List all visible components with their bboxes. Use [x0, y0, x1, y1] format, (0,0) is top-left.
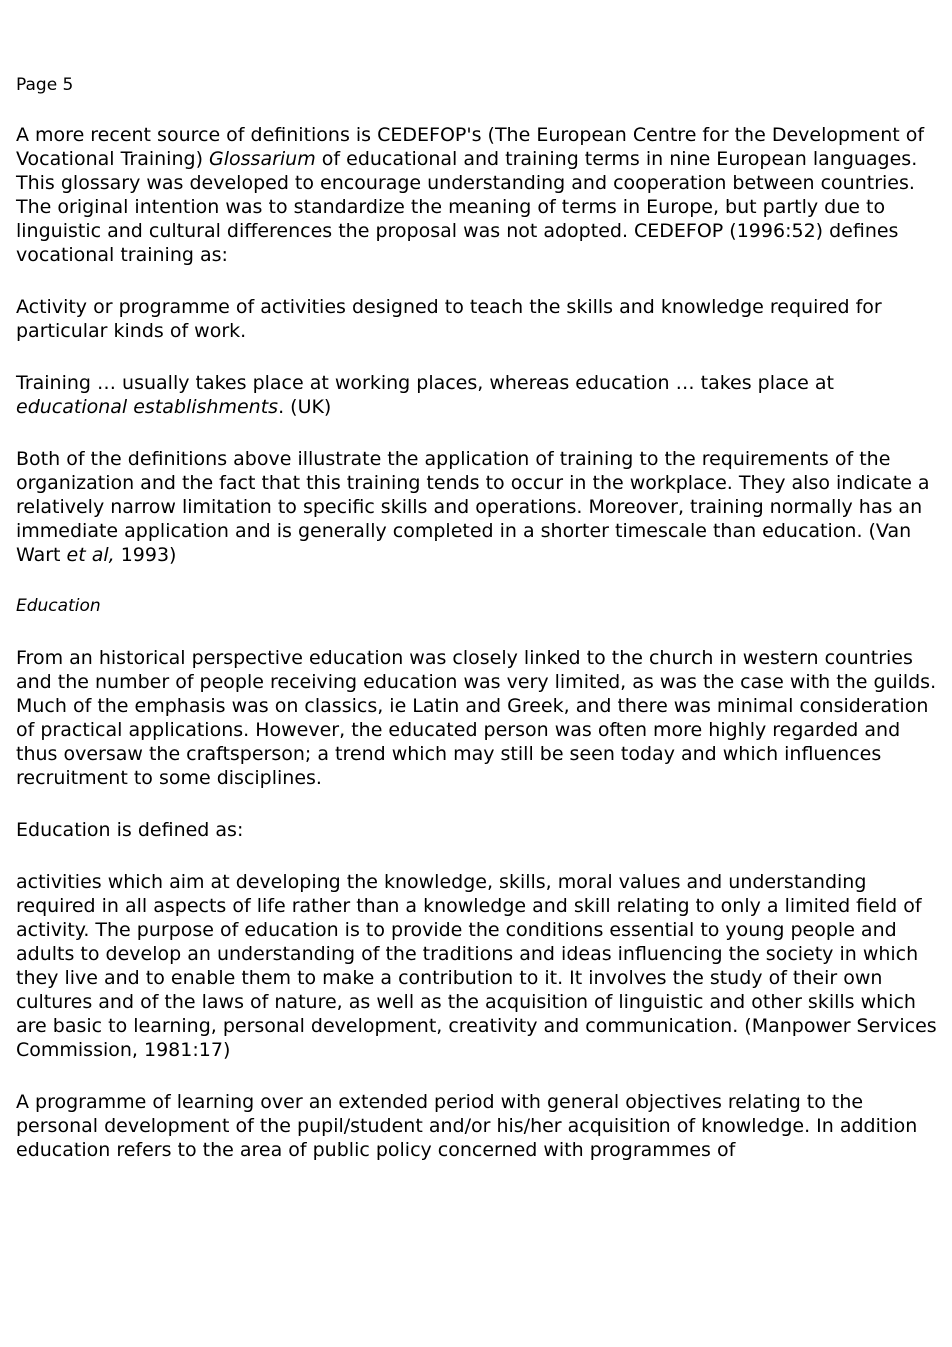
quote-education-definition: activities which aim at developing the knowledge, skills, moral values and understanding required in all aspects of life rather than a knowledge and skill relating to only a limited field of activity. The purpose of education is to provide the conditions essential to young people and adults to develop an understanding of the traditions and ideas influencing the society in which they live and to enable them to make a contribution to it. It involves the study of their own cultures and of the laws of nature, as well as the acquisition of linguistic and other skills which are basic to learning, personal development, creativity and communication. (Manpower Services Commission, 1981:17): [16, 871, 937, 1061]
paragraph-text: . (UK): [278, 396, 332, 418]
section-heading-education: Education: [16, 596, 101, 616]
paragraph-definitions-illustrate: [16, 447, 940, 567]
paragraph-education-defined: Education is defined as:: [16, 819, 244, 841]
glossarium-title: Glossarium: [209, 148, 316, 170]
paragraph-cedefop-source: [16, 123, 940, 267]
paragraph-text: 1993): [114, 544, 177, 566]
paragraph-text: Both of the definitions above illustrate the application of training to the requirements of the organization and the fact that this training tends to occur in the workplace. They also indicate a relatively narrow limitation to specific skills and operations. Moreover, training normally has an immediate application and is generally completed in a shorter timescale than education. (Van Wart: [16, 448, 930, 566]
page-number: Page 5: [16, 75, 74, 95]
document-page: [16, 74, 940, 1190]
quote-vocational-training-definition: Activity or programme of activities designed to teach the skills and knowledge required for particular kinds of work.: [16, 296, 882, 342]
quote-programme-of-learning: A programme of learning over an extended period with general objectives relating to the personal development of the pupil/student and/or his/her acquisition of knowledge. In addition education refers to the area of public policy concerned with programmes of: [16, 1091, 918, 1161]
emphasis-text: educational establishments: [16, 396, 279, 418]
paragraph-historical-perspective: From an historical perspective education was closely linked to the church in western countries and the number of people receiving education was very limited, as was the case with the guilds. Much of the emphasis was on classics, ie Latin and Greek, and there was minimal consideration of practical applications. However, the educated person was often more highly regarded and thus oversaw the craftsperson; a trend which may still be seen today and which influences recruitment to some disciplines.: [16, 647, 937, 789]
citation-et-al: et al,: [66, 544, 115, 566]
paragraph-text: Training … usually takes place at working places, whereas education … takes place at: [16, 372, 834, 394]
quote-training-vs-education: [16, 371, 940, 419]
paragraph-text: of educational and training terms in nine European languages. This glossary was developed to encourage understanding and cooperation between countries. The original intention was to standardize the meaning of terms in Europe, but partly due to linguistic and cultural differences the proposal was not adopted. CEDEFOP (1996:52) defines vocational training as:: [16, 148, 918, 266]
paragraph-text: A more recent source of definitions is CEDEFOP's (The European Centre for the Development of Vocational Training): [16, 124, 925, 170]
